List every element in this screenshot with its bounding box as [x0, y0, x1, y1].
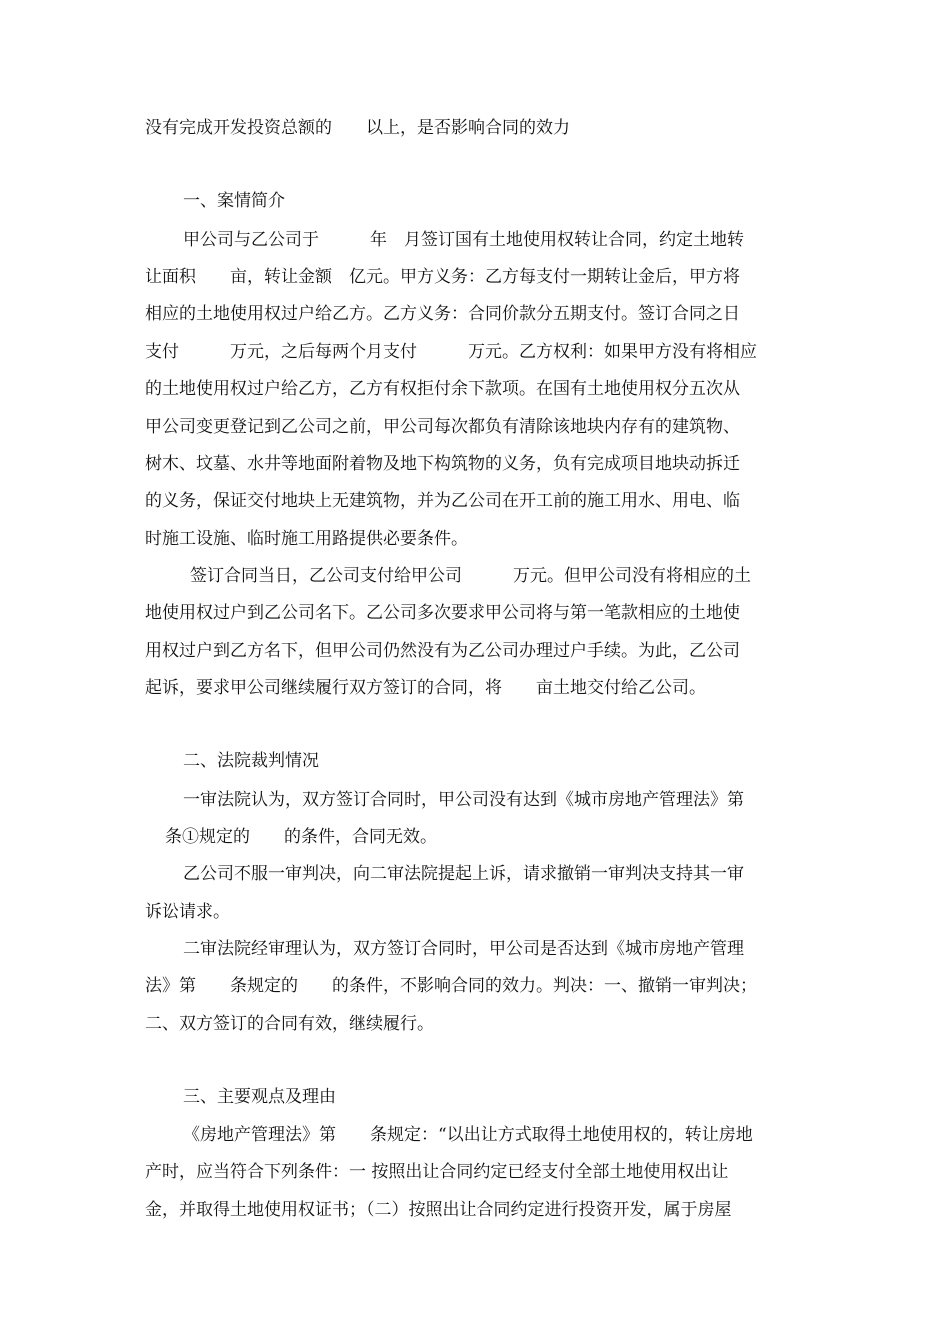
paragraph-line: 金，并取得土地使用权证书；（二）按照出让合同约定进行投资开发，属于房屋: [145, 1200, 732, 1220]
paragraph-line: 让面积 亩，转让金额 亿元。甲方义务：乙方每支付一期转让金后，甲方将: [145, 267, 740, 287]
paragraph-line: 条①规定的 的条件，合同无效。: [165, 827, 437, 847]
paragraph-line: 相应的土地使用权过户给乙方。乙方义务：合同价款分五期支付。签订合同之日: [145, 304, 740, 324]
paragraph-line: 法》第 条规定的 的条件，不影响合同的效力。判决：一、撤销一审判决；: [145, 976, 757, 996]
document-title: 没有完成开发投资总额的 以上，是否影响合同的效力: [145, 118, 570, 138]
paragraph-line: 产时，应当符合下列条件：一 按照出让合同约定已经支付全部土地使用权出让: [145, 1162, 729, 1182]
section-heading-case-summary: 一、案情简介: [183, 191, 285, 211]
paragraph-line: 的土地使用权过户给乙方，乙方有权拒付余下款项。在国有土地使用权分五次从: [145, 379, 740, 399]
section-heading-court-ruling: 二、法院裁判情况: [183, 751, 319, 771]
section-heading-main-views: 三、主要观点及理由: [183, 1087, 336, 1107]
paragraph-line: 签订合同当日，乙公司支付给甲公司 万元。但甲公司没有将相应的土: [190, 566, 751, 586]
paragraph-line: 一审法院认为，双方签订合同时，甲公司没有达到《城市房地产管理法》第: [183, 790, 744, 810]
paragraph-line: 《房地产管理法》第 条规定：“以出让方式取得土地使用权的，转让房地: [183, 1125, 753, 1145]
paragraph-line: 甲公司变更登记到乙公司之前，甲公司每次都负有清除该地块内存有的建筑物、: [145, 417, 740, 437]
paragraph-line: 甲公司与乙公司于 年 月签订国有土地使用权转让合同，约定土地转: [183, 230, 744, 250]
paragraph-line: 二、双方签订的合同有效，继续履行。: [145, 1014, 434, 1034]
paragraph-line: 支付 万元，之后每两个月支付 万元。乙方权利：如果甲方没有将相应: [145, 342, 757, 362]
paragraph-line: 乙公司不服一审判决，向二审法院提起上诉，请求撤销一审判决支持其一审: [183, 864, 744, 884]
paragraph-line: 二审法院经审理认为，双方签订合同时，甲公司是否达到《城市房地产管理: [183, 939, 744, 959]
paragraph-line: 时施工设施、临时施工用路提供必要条件。: [145, 529, 468, 549]
paragraph-line: 树木、坟墓、水井等地面附着物及地下构筑物的义务，负有完成项目地块动拆迁: [145, 454, 740, 474]
paragraph-line: 诉讼请求。: [145, 902, 230, 922]
paragraph-line: 的义务，保证交付地块上无建筑物，并为乙公司在开工前的施工用水、用电、临: [145, 491, 740, 511]
paragraph-line: 用权过户到乙方名下，但甲公司仍然没有为乙公司办理过户手续。为此，乙公司: [145, 641, 740, 661]
paragraph-line: 起诉，要求甲公司继续履行双方签订的合同，将 亩土地交付给乙公司。: [145, 678, 706, 698]
paragraph-line: 地使用权过户到乙公司名下。乙公司多次要求甲公司将与第一笔款相应的土地使: [145, 603, 740, 623]
